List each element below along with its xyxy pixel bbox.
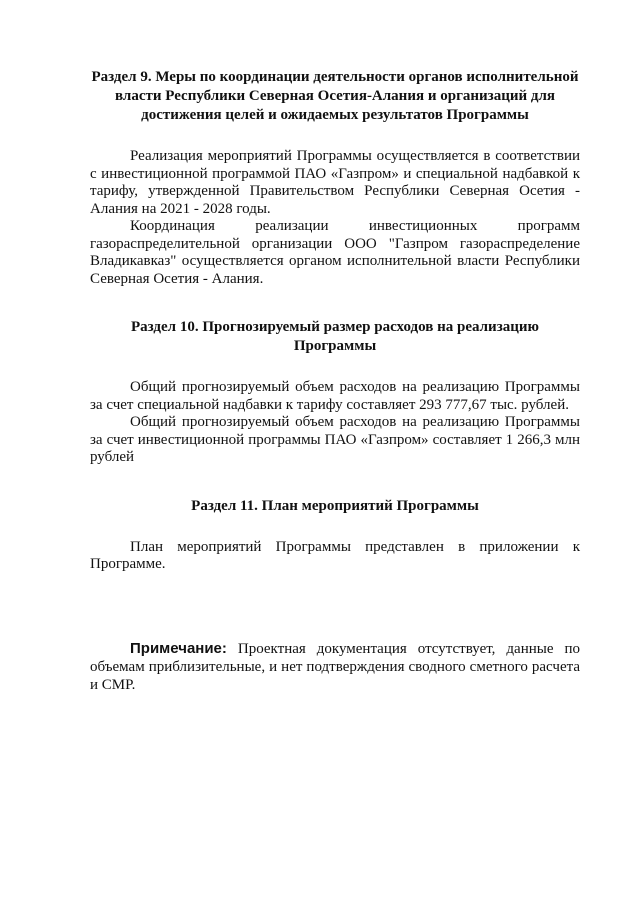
section-10-paragraph-1: Общий прогнозируемый объем расходов на реализацию Программы за счет специальной надбавки к тарифу составляет 293 777,67 тыс. рублей.	[90, 379, 580, 413]
note-label: Примечание:	[130, 639, 227, 657]
section-9-paragraph-1: Реализация мероприятий Программы осуществляется в соответствии с инвестиционной программой ПАО «Газпром» и специальной надбавкой к тарифу, утвержденной Правительством Республики Северная Осетия - Алания на 2021 - 2028 годы.	[90, 148, 580, 217]
section-10-heading: Раздел 10. Прогнозируемый размер расходов на реализацию Программы	[131, 319, 539, 354]
section-9-heading: Раздел 9. Меры по координации деятельности органов исполнительной власти Республики Северная Осетия-Алания и организаций для достижения целей и ожидаемых результатов Программы	[91, 69, 579, 123]
document-page	[90, 68, 580, 694]
section-11-heading: Раздел 11. План мероприятий Программы	[191, 497, 479, 514]
section-11-paragraph-1: План мероприятий Программы представлен в приложении к Программе.	[90, 538, 580, 572]
note-paragraph	[90, 640, 580, 694]
section-9-paragraph-2: Координация реализации инвестиционных программ газораспределительной организации ООО "Газпром газораспределение Владикавказ" осуществляется органом исполнительной власти Республики Северная Осетия - Алания.	[90, 218, 580, 287]
section-10-paragraph-2: Общий прогнозируемый объем расходов на реализацию Программы за счет инвестиционной программы ПАО «Газпром» составляет 1 266,3 млн рублей	[90, 414, 580, 465]
note-text: Проектная документация отсутствует, данные по объемам приблизительные, и нет подтверждения сводного сметного расчета и СМР.	[90, 640, 580, 693]
